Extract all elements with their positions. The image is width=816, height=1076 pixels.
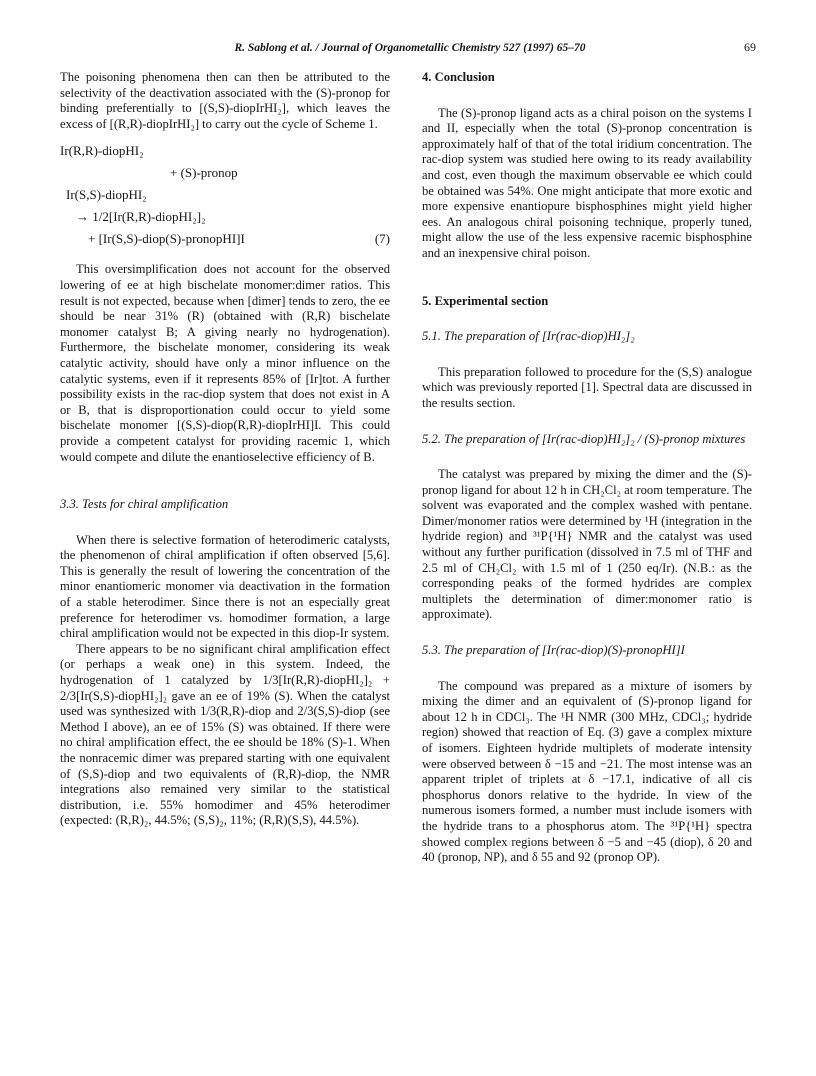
equation-line-3: Ir(S,S)-diopHI₂ <box>66 187 147 203</box>
paragraph-5-2: The catalyst was prepared by mixing the dimer and the (S)-pronop ligand for about 12 h in CH₂Cl₂ at room temperature. The solvent was evaporated and the complex washed with pentane. Dimer/monomer ratios were determined by ¹H (integration in the hydride region) and ³¹P{¹H} NMR and the catalyst was used without any further purification (dissolved in 7.5 ml of THF and 2.5 ml of CH₂Cl₂ with 1.5 ml of 1 (250 eq/Ir). (N.B.: as the corresponding peaks of the formed hydrides are complex multiplets the determination of dimer:monomer ratio is approximate). <box>422 467 752 622</box>
section-5-1-title: 5.1. The preparation of [Ir(rac-diop)HI₂]₂ <box>422 329 635 344</box>
paragraph-no-amplification: There appears to be no significant chiral amplification effect (or perhaps a weak one) in this system. Indeed, the hydrogenation of 1 catalyzed by 1/3[Ir(R,R)-diopHI₂]₂ + 2/3[Ir(S,S)-diopHI₂]₂ gave an ee of 19% (S). When the catalyst used was synthesized with 1/3(R,R)-diop and 2/3(S,S)-diop (see Method I above), an ee of 15% (S) was obtained. If there were no chiral amplification effect, the ee should be 18% (S)-1. When the nonracemic dimer was prepared starting with one equivalent of (S,S)-diop and two equivalents of (R,R)-diop, the NMR integrations also remained very similar to the statistical distribution, i.e. 55% homodimer and 45% heterodimer (expected: (R,R)₂, 44.5%; (S,S)₂, 11%; (R,R)(S,S), 44.5%). <box>60 641 390 828</box>
section-5-3-title: 5.3. The preparation of [Ir(rac-diop)(S)-pronopHI]I <box>422 643 685 658</box>
paragraph-poisoning: The poisoning phenomena then can then be attributed to the selectivity of the deactivation associated with the (S)-pronop for binding preferentially to [(S,S)-diopIrHI₂], which leaves the excess of [(R,R)-diopIrHI₂] to carry out the cycle of Scheme 1. <box>60 70 390 131</box>
section-5-title: 5. Experimental section <box>422 293 549 308</box>
paragraph-oversimplification: This oversimplification does not account for the observed lowering of ee at high bischelate monomer:dimer ratios. This result is not expected, because when [dimer] tends to zero, the ee should be near 31% (R) (obtained with (R,R) bischelate monomer catalyst B; A giving nearly no hydrogenation). Furthermore, the bischelate monomer, considering its weak catalytic activity, should have only a minor influence on the catalytic systems, even if it represents 85% of [Ir]tot. A further possibility exists in the rac-diop system that does not exist in A or B, that is disproportionation could occur to yield some bischelate monomer [(S,S)-diop(R,R)-diopIrHI]I. This could provide a competent catalyst for providing racemic 1, which would compete and dilute the enantioselective efficiency of B. <box>60 262 390 464</box>
paragraph-5-1: This preparation followed to procedure for the (S,S) analogue which was previously reported [1]. Spectral data are discussed in the results section. <box>422 364 752 410</box>
paragraph-conclusion: The (S)-pronop ligand acts as a chiral poison on the systems I and II, especially when the total (S)-pronop concentration is approximately half of that of the total iridium concentration. The rac-diop system was studied here owing to its ready availability and cost, even though the maximum observable ee which could be obtained was 54%. One might anticipate that more exotic and more expensive enantiopure bisphosphines might yield higher ees. An analogous chiral poisoning technique, properly tuned, might allow the use of the less expensive racemic bisphosphine and an inexpensive chiral poison. <box>422 105 752 260</box>
section-5-2-title: 5.2. The preparation of [Ir(rac-diop)HI₂]₂ / (S)-pronop mixtures <box>422 431 746 446</box>
paragraph-heterodimeric: When there is selective formation of heterodimeric catalysts, the phenomenon of chiral amplification if often observed [5,6]. This is generally the result of lowering the concentration of the minor enantiomeric monomer via deactivation in the formation of a stable heterodimer. Since there is not an especially great preference for heterodimer vs. homodimer formation, a large chiral amplification would not be expected in this diop-Ir system. <box>60 532 390 641</box>
equation-number: (7) <box>374 231 390 247</box>
section-4-title: 4. Conclusion <box>422 70 495 84</box>
left-column <box>60 70 390 829</box>
equation-7 <box>60 142 390 252</box>
page-number: 69 <box>744 40 756 54</box>
section-3-3-title: 3.3. Tests for chiral amplification <box>60 497 229 512</box>
running-head: R. Sablong et al. / Journal of Organometallic Chemistry 527 (1997) 65–70 <box>234 42 586 54</box>
equation-line-2: + (S)-pronop <box>170 165 238 181</box>
paragraph-5-3: The compound was prepared as a mixture of isomers by mixing the dimer and an equivalent of (S)-pronop ligand for about 12 h in CDCl₃. The ¹H NMR (300 MHz, CDCl₃; hydride region) showed that reaction of Eq. (3) gave a complex mixture of isomers. Eighteen hydride multiplets of moderate intensity were observed between δ −15 and −21. The most intense was an apparent triplet of triplets at δ −17.1, indicative of all cis phosphorus donors relative to the hydride. In view of the numerous isomers formed, a number must include isomers with the hydride trans to a phosphorus atom. The ³¹P{¹H} spectra showed complex regions between δ −5 and −45 (diop), δ 20 and 40 (pronop, NP), and δ 55 and 92 (pronop OP). <box>422 678 752 865</box>
equation-line-5 <box>60 230 390 252</box>
equation-line-4: → 1/2[Ir(R,R)-diopHI₂]₂ <box>76 209 206 225</box>
right-column <box>422 70 752 866</box>
equation-line-5-text: + [Ir(S,S)-diop(S)-pronopHI]I <box>88 231 245 247</box>
equation-line-1: Ir(R,R)-diopHI₂ <box>60 143 144 159</box>
